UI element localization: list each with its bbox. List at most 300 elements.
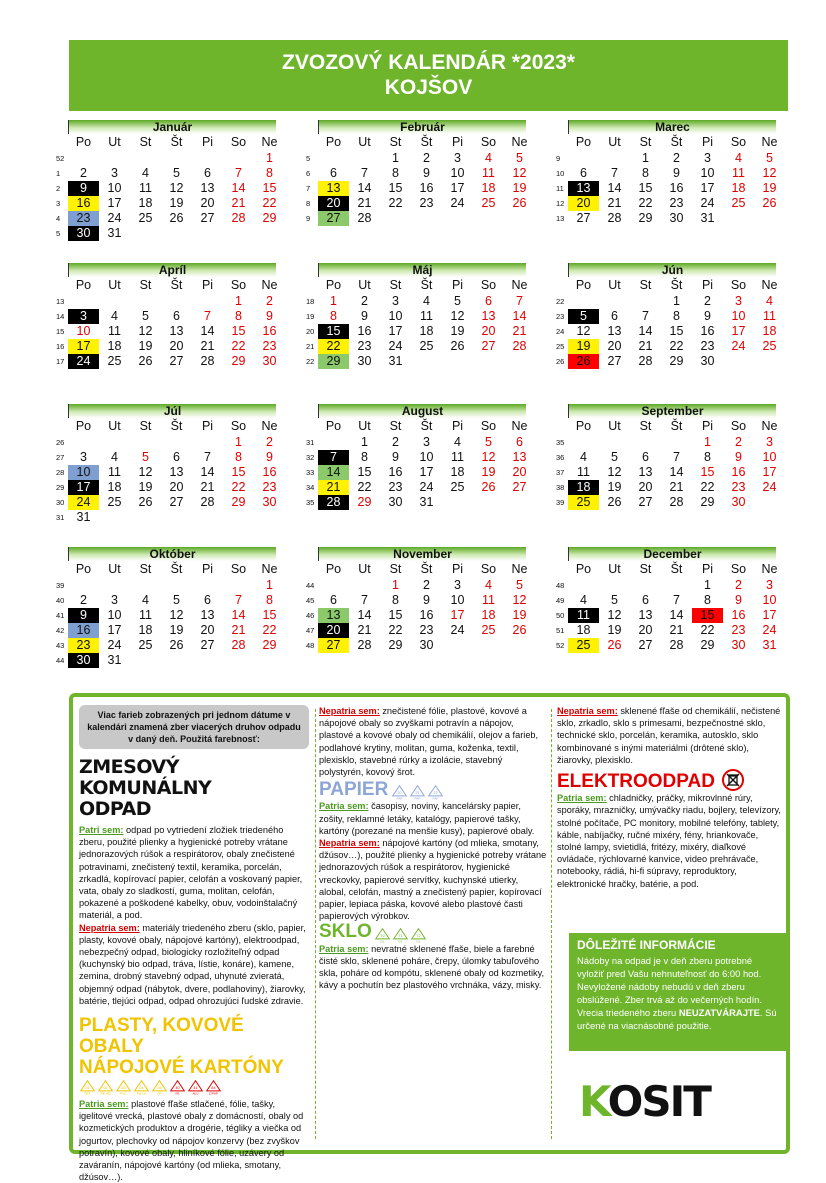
month-1 xyxy=(56,120,276,260)
sklo-nepatria xyxy=(557,705,785,766)
day-cell: 18 xyxy=(450,465,465,479)
day-cell: 29 xyxy=(388,638,403,652)
day-cell: 25 xyxy=(762,339,777,353)
day-cell: 16 xyxy=(731,608,746,622)
week-number: 25 xyxy=(556,342,565,351)
weekday-header: Ut xyxy=(608,562,621,576)
week-number: 5 xyxy=(306,154,311,163)
day-cell: 9 xyxy=(673,166,680,180)
day-cell: 17 xyxy=(450,608,465,622)
weekday-header: So xyxy=(480,419,497,433)
day-cell: 21 xyxy=(512,324,527,338)
svg-text:21: 21 xyxy=(415,791,420,796)
day-cell: 16 xyxy=(419,608,434,622)
day-cell: 22 xyxy=(700,480,715,494)
week-number: 30 xyxy=(56,498,65,507)
weekday-header: Št xyxy=(420,562,433,576)
day-cell: 8 xyxy=(361,450,368,464)
weekday-header: So xyxy=(230,562,247,576)
day-cell: 8 xyxy=(392,593,399,607)
plasty-patria xyxy=(79,1098,309,1183)
month-name: Apríl xyxy=(68,263,276,277)
day-cell: 27 xyxy=(512,480,527,494)
day-cell: 15 xyxy=(388,608,403,622)
week-number: 28 xyxy=(56,468,65,477)
info-column-1 xyxy=(79,705,309,1183)
day-cell: 8 xyxy=(235,309,242,323)
day-cell: 8 xyxy=(235,450,242,464)
day-cell: 27 xyxy=(318,211,349,226)
day-cell: 19 xyxy=(169,196,184,210)
weekday-header: Ut xyxy=(108,419,121,433)
day-cell: 26 xyxy=(481,480,496,494)
week-number: 6 xyxy=(306,169,311,178)
day-cell: 11 xyxy=(482,166,495,180)
patri-text: odpad po vytriedení zložiek triedeného zberu, použité plienky a hygienické potreby vrátane jednorazových rúšok a respirátorov, obaly znečistené potravinami, znečistený textil, keramika, porcelán, zrkadlá, kopírovací papier, celofán a voskovaný papier, vata, obaly zo sladkostí, guma, molitan, celofán, pokazené a poškodené kabelky, obuv, vodoinštalačný materiál, a pod. xyxy=(79,825,303,921)
zmesovy-title xyxy=(79,757,309,820)
patria-label: Patria sem: xyxy=(319,943,369,954)
day-cell: 25 xyxy=(138,211,153,225)
day-cell: 25 xyxy=(568,638,599,653)
weekday-header: Ne xyxy=(261,135,278,149)
sklo-patria xyxy=(319,943,547,992)
day-cell: 29 xyxy=(357,495,372,509)
day-cell: 8 xyxy=(673,309,680,323)
day-cell: 20 xyxy=(169,339,184,353)
day-cell: 13 xyxy=(318,608,349,623)
svg-text:PAP: PAP xyxy=(432,796,439,801)
day-cell: 8 xyxy=(266,593,273,607)
recycling-code-icon xyxy=(410,928,427,943)
nepatria-label: Nepatria sem: xyxy=(319,838,380,849)
day-cell: 3 xyxy=(454,578,461,592)
week-number: 9 xyxy=(556,154,561,163)
week-number: 44 xyxy=(306,581,315,590)
day-cell: 23 xyxy=(68,211,99,226)
week-number: 1 xyxy=(56,169,61,178)
day-cell: 30 xyxy=(262,495,277,509)
week-number: 22 xyxy=(556,297,565,306)
weekday-header: Št xyxy=(420,135,433,149)
day-cell: 21 xyxy=(357,623,372,637)
day-cell: 18 xyxy=(481,181,496,195)
important-info-box xyxy=(569,933,787,1051)
week-number: 2 xyxy=(56,184,61,193)
day-cell: 29 xyxy=(638,211,653,225)
day-cell: 26 xyxy=(138,354,153,368)
week-number: 36 xyxy=(556,453,565,462)
week-number: 17 xyxy=(56,357,65,366)
day-cell: 10 xyxy=(700,166,715,180)
day-cell: 26 xyxy=(512,623,527,637)
zmesovy-nepatri xyxy=(79,922,309,1007)
day-cell: 29 xyxy=(231,354,246,368)
day-cell: 21 xyxy=(669,623,684,637)
svg-text:40: 40 xyxy=(175,1085,180,1090)
day-cell: 13 xyxy=(568,181,599,196)
day-cell: 3 xyxy=(454,151,461,165)
day-cell: 11 xyxy=(108,324,121,338)
week-number: 43 xyxy=(56,641,65,650)
day-cell: 10 xyxy=(450,593,465,607)
logo-rest: OSIT xyxy=(607,1077,710,1126)
day-cell: 8 xyxy=(330,309,337,323)
day-cell: 21 xyxy=(200,480,215,494)
day-cell: 30 xyxy=(262,354,277,368)
week-number: 38 xyxy=(556,483,565,492)
day-cell: 20 xyxy=(169,480,184,494)
day-cell: 13 xyxy=(200,608,215,622)
svg-text:C/PAP: C/PAP xyxy=(208,1091,219,1096)
recycling-code-icon xyxy=(97,1080,114,1095)
day-cell: 30 xyxy=(357,354,372,368)
day-cell: 6 xyxy=(611,309,618,323)
day-cell: 26 xyxy=(607,495,622,509)
weekday-header: Ut xyxy=(608,135,621,149)
weekday-header: St xyxy=(139,419,152,433)
day-cell: 24 xyxy=(419,480,434,494)
day-cell: 16 xyxy=(262,465,277,479)
day-cell: 3 xyxy=(111,593,118,607)
weekday-header: Ut xyxy=(108,562,121,576)
day-cell: 22 xyxy=(669,339,684,353)
day-cell: 15 xyxy=(357,465,372,479)
day-cell: 9 xyxy=(392,450,399,464)
svg-text:84: 84 xyxy=(211,1085,216,1090)
weekday-header: Pi xyxy=(701,278,714,292)
day-cell: 28 xyxy=(357,638,372,652)
day-cell: 23 xyxy=(700,339,715,353)
patria-label: Patria sem: xyxy=(319,801,369,812)
day-cell: 10 xyxy=(107,608,122,622)
nepatria-text: znečistené fólie, plastové, kovové a nápojové obaly so zvyškami potravín a nápojov, plastové a kovové obaly od chemikálií, olejov a farieb, podlahové krytiny, molitan, guma, koženka, textil, plexisklo, stavebné rúrky a izolácie, stavebný polystyrén, kovový šrot. xyxy=(319,706,539,778)
day-cell: 8 xyxy=(392,166,399,180)
day-cell: 18 xyxy=(138,196,153,210)
papier-patria xyxy=(319,800,547,837)
day-cell: 13 xyxy=(512,450,527,464)
day-cell: 30 xyxy=(388,495,403,509)
day-cell: 31 xyxy=(76,510,91,524)
day-cell: 21 xyxy=(669,480,684,494)
day-cell: 5 xyxy=(766,151,773,165)
month-10 xyxy=(56,547,276,687)
patria-text: plastové fľaše stlačené, fólie, tašky, igelitové vrecká, plastové obaly z domácností, obaly od kozmetických produktov a drogérie, tégliky a viečka od jogurtov, plechovky od nápojov konzervy (bez zvyškov potravín), kovové obaly, hliníkové fólie, uzávery od zaváranín, nápojové kartóny (od mlieka, smotany, džúsov…). xyxy=(79,1099,304,1183)
day-cell: 3 xyxy=(735,294,742,308)
weekday-header: Št xyxy=(670,135,683,149)
month-name: Júl xyxy=(68,404,276,418)
info-column-2 xyxy=(319,705,547,991)
day-cell: 12 xyxy=(607,465,622,479)
day-cell: 6 xyxy=(204,166,211,180)
day-cell: 12 xyxy=(481,450,496,464)
day-cell: 25 xyxy=(107,354,122,368)
kosit-logo xyxy=(579,1077,710,1126)
week-number: 23 xyxy=(556,312,565,321)
day-cell: 17 xyxy=(700,181,715,195)
week-number: 10 xyxy=(556,169,565,178)
day-cell: 12 xyxy=(512,166,527,180)
day-cell: 1 xyxy=(704,578,711,592)
weekday-header: Št xyxy=(420,278,433,292)
day-cell: 23 xyxy=(357,339,372,353)
day-cell: 3 xyxy=(392,294,399,308)
week-number: 27 xyxy=(56,453,65,462)
day-cell: 4 xyxy=(485,151,492,165)
day-cell: 4 xyxy=(423,294,430,308)
elektro-patria xyxy=(557,792,785,890)
weekday-header: Pi xyxy=(701,135,714,149)
day-cell: 21 xyxy=(638,339,653,353)
day-cell: 23 xyxy=(731,623,746,637)
weekday-header: Ne xyxy=(761,278,778,292)
day-cell: 2 xyxy=(423,151,430,165)
day-cell: 16 xyxy=(262,324,277,338)
day-cell: 10 xyxy=(68,465,99,480)
week-number: 31 xyxy=(56,513,65,522)
day-cell: 6 xyxy=(642,593,649,607)
day-cell: 19 xyxy=(762,181,777,195)
weekday-header: Ne xyxy=(511,278,528,292)
svg-text:ALU: ALU xyxy=(192,1091,199,1096)
day-cell: 30 xyxy=(731,638,746,652)
day-cell: 15 xyxy=(700,465,715,479)
day-cell: 9 xyxy=(266,309,273,323)
day-cell: 8 xyxy=(704,593,711,607)
day-cell: 15 xyxy=(231,324,246,338)
sklo-recycling-codes xyxy=(374,929,428,943)
weekday-header: Pi xyxy=(701,562,714,576)
day-cell: 16 xyxy=(388,465,403,479)
day-cell: 6 xyxy=(642,450,649,464)
day-cell: 21 xyxy=(357,196,372,210)
week-number: 12 xyxy=(556,199,565,208)
day-cell: 2 xyxy=(704,294,711,308)
day-cell: 31 xyxy=(762,638,777,652)
weekday-header: Po xyxy=(325,278,342,292)
month-8 xyxy=(306,404,526,544)
day-cell: 2 xyxy=(266,294,273,308)
important-text-2: . Sú určené na viacnásobné použitie. xyxy=(577,1007,777,1031)
week-number: 18 xyxy=(306,297,315,306)
day-cell: 20 xyxy=(568,196,599,211)
day-cell: 22 xyxy=(638,196,653,210)
day-cell: 5 xyxy=(142,309,149,323)
weekday-header: Št xyxy=(170,135,183,149)
month-name: November xyxy=(318,547,526,561)
day-cell: 24 xyxy=(68,495,99,510)
weekday-header: Pi xyxy=(451,135,464,149)
day-cell: 31 xyxy=(700,211,715,225)
day-cell: 6 xyxy=(204,593,211,607)
day-cell: 13 xyxy=(169,465,184,479)
day-cell: 9 xyxy=(704,309,711,323)
weekday-header: Ut xyxy=(358,135,371,149)
day-cell: 18 xyxy=(419,324,434,338)
day-cell: 12 xyxy=(169,181,184,195)
day-cell: 22 xyxy=(262,196,277,210)
day-cell: 19 xyxy=(481,465,496,479)
day-cell: 6 xyxy=(330,166,337,180)
day-cell: 21 xyxy=(200,339,215,353)
info-column-3 xyxy=(557,705,785,890)
plasty-title-line1: PLASTY, KOVOVÉ OBALY xyxy=(79,1015,244,1058)
month-11 xyxy=(306,547,526,687)
day-cell: 18 xyxy=(138,623,153,637)
week-number: 4 xyxy=(56,214,61,223)
day-cell: 24 xyxy=(68,354,99,369)
weekday-header: Po xyxy=(75,562,92,576)
day-cell: 28 xyxy=(638,354,653,368)
weekday-header: Ut xyxy=(608,419,621,433)
weekday-header: Ut xyxy=(358,419,371,433)
weekday-header: Ne xyxy=(761,135,778,149)
week-number: 20 xyxy=(306,327,315,336)
svg-text:20: 20 xyxy=(397,791,402,796)
weekday-header: Ne xyxy=(261,562,278,576)
weekday-header: Pi xyxy=(201,278,214,292)
day-cell: 7 xyxy=(235,166,242,180)
plasty-title xyxy=(79,1015,309,1078)
day-cell: 16 xyxy=(419,181,434,195)
week-number: 26 xyxy=(556,357,565,366)
weekday-header: So xyxy=(230,419,247,433)
day-cell: 1 xyxy=(673,294,680,308)
weekday-header: Št xyxy=(670,278,683,292)
svg-text:PE-LD: PE-LD xyxy=(136,1091,147,1096)
week-number: 39 xyxy=(556,498,565,507)
day-cell: 11 xyxy=(139,608,152,622)
day-cell: 17 xyxy=(68,480,99,495)
day-cell: 17 xyxy=(419,465,434,479)
month-5 xyxy=(306,263,526,403)
day-cell: 5 xyxy=(173,593,180,607)
day-cell: 11 xyxy=(139,181,152,195)
day-cell: 13 xyxy=(318,181,349,196)
week-number: 46 xyxy=(306,611,315,620)
day-cell: 6 xyxy=(173,309,180,323)
day-cell: 1 xyxy=(235,435,242,449)
week-number: 7 xyxy=(306,184,311,193)
day-cell: 28 xyxy=(200,354,215,368)
weekday-header: St xyxy=(639,135,652,149)
day-cell: 28 xyxy=(669,495,684,509)
day-cell: 28 xyxy=(231,638,246,652)
day-cell: 11 xyxy=(108,465,121,479)
day-cell: 25 xyxy=(107,495,122,509)
recycling-code-icon xyxy=(392,928,409,943)
day-cell: 23 xyxy=(262,480,277,494)
day-cell: 29 xyxy=(231,495,246,509)
day-cell: 8 xyxy=(704,450,711,464)
zmesovy-title-line1: ZMESOVÝ KOMUNÁLNY xyxy=(79,756,212,799)
day-cell: 20 xyxy=(638,480,653,494)
day-cell: 14 xyxy=(512,309,527,323)
day-cell: 22 xyxy=(357,480,372,494)
day-cell: 5 xyxy=(142,450,149,464)
day-cell: 1 xyxy=(266,151,273,165)
week-number: 42 xyxy=(56,626,65,635)
month-name: August xyxy=(318,404,526,418)
day-cell: 20 xyxy=(200,196,215,210)
weekday-header: Po xyxy=(325,562,342,576)
day-cell: 22 xyxy=(388,196,403,210)
day-cell: 12 xyxy=(512,593,527,607)
week-number: 5 xyxy=(56,229,61,238)
day-cell: 14 xyxy=(357,181,372,195)
weekday-header: Ne xyxy=(261,419,278,433)
day-cell: 16 xyxy=(669,181,684,195)
day-cell: 8 xyxy=(642,166,649,180)
weekday-header: Po xyxy=(575,135,592,149)
week-number: 49 xyxy=(556,596,565,605)
day-cell: 7 xyxy=(361,593,368,607)
day-cell: 6 xyxy=(330,593,337,607)
weekday-header: So xyxy=(730,278,747,292)
day-cell: 12 xyxy=(138,465,153,479)
day-cell: 1 xyxy=(642,151,649,165)
day-cell: 5 xyxy=(516,578,523,592)
day-cell: 27 xyxy=(607,354,622,368)
weekday-header: So xyxy=(480,278,497,292)
svg-text:PAP: PAP xyxy=(414,796,421,801)
day-cell: 9 xyxy=(68,608,99,623)
day-cell: 13 xyxy=(200,181,215,195)
day-cell: 2 xyxy=(392,435,399,449)
month-6 xyxy=(556,263,776,403)
day-cell: 11 xyxy=(732,166,745,180)
day-cell: 19 xyxy=(607,480,622,494)
weekday-header: St xyxy=(139,562,152,576)
patri-label: Patrí sem: xyxy=(79,825,124,835)
week-number: 14 xyxy=(56,312,65,321)
day-cell: 22 xyxy=(262,623,277,637)
week-number: 41 xyxy=(56,611,65,620)
day-cell: 18 xyxy=(481,608,496,622)
day-cell: 5 xyxy=(173,166,180,180)
day-cell: 14 xyxy=(357,608,372,622)
day-cell: 30 xyxy=(731,495,746,509)
day-cell: 22 xyxy=(231,339,246,353)
day-cell: 1 xyxy=(392,578,399,592)
day-cell: 20 xyxy=(638,623,653,637)
svg-text:GL: GL xyxy=(416,938,421,943)
month-2 xyxy=(306,120,526,260)
day-cell: 30 xyxy=(700,354,715,368)
day-cell: 4 xyxy=(485,578,492,592)
day-cell: 3 xyxy=(423,435,430,449)
week-number: 40 xyxy=(56,596,65,605)
day-cell: 13 xyxy=(481,309,496,323)
day-cell: 5 xyxy=(485,435,492,449)
weekday-header: Ut xyxy=(108,135,121,149)
month-12 xyxy=(556,547,776,687)
day-cell: 26 xyxy=(607,638,622,652)
day-cell: 11 xyxy=(568,608,599,623)
week-number: 21 xyxy=(306,342,315,351)
day-cell: 10 xyxy=(107,181,122,195)
week-number: 15 xyxy=(56,327,65,336)
day-cell: 26 xyxy=(138,495,153,509)
papier-nepatria xyxy=(319,837,547,922)
week-number: 8 xyxy=(306,199,311,208)
day-cell: 18 xyxy=(731,181,746,195)
recycling-code-icon xyxy=(427,785,444,800)
day-cell: 5 xyxy=(611,450,618,464)
svg-text:02: 02 xyxy=(103,1085,108,1090)
day-cell: 9 xyxy=(266,450,273,464)
weekday-header: Ne xyxy=(261,278,278,292)
weekday-header: Ut xyxy=(358,278,371,292)
